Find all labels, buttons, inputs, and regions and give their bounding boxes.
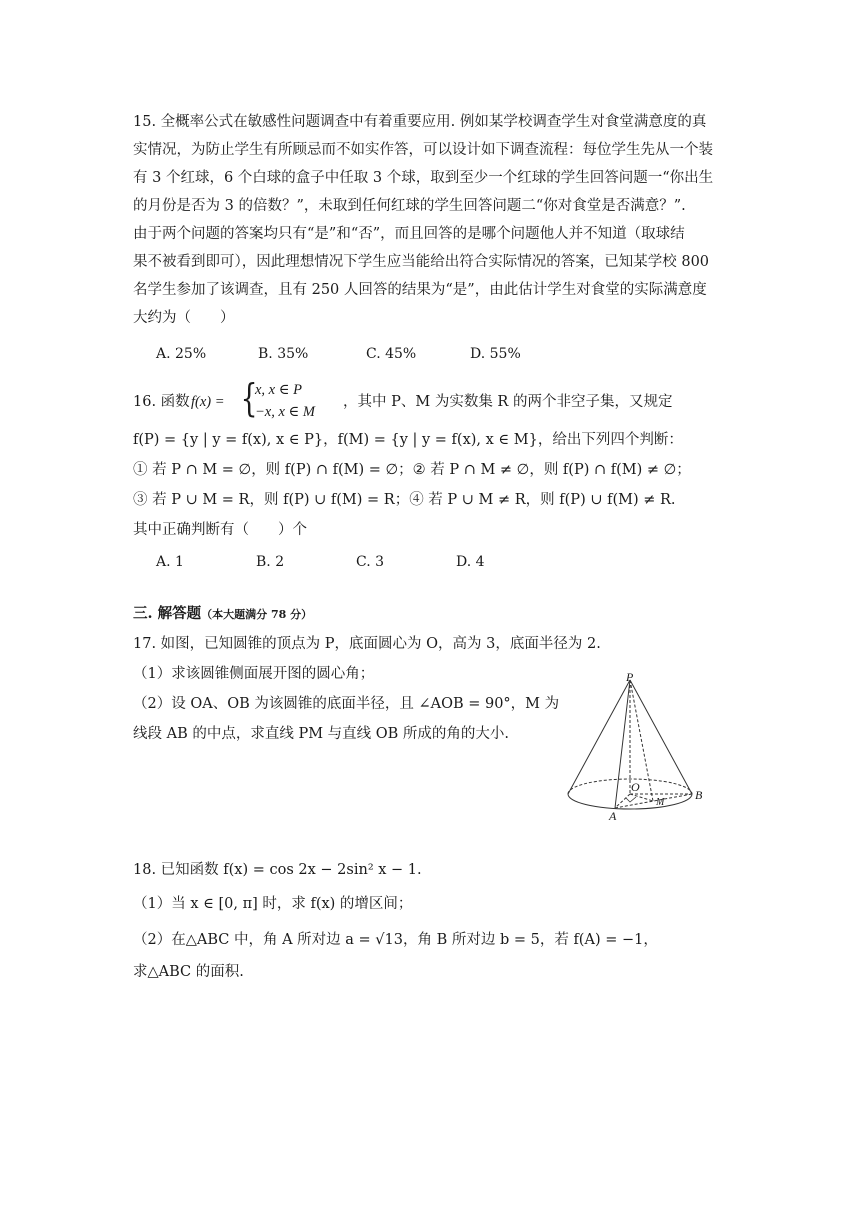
q16-option-b: B. 2 [256,554,285,570]
q15-line-6: 果不被看到即可），因此理想情况下学生应当能给出符合实际情况的答案，已知某学校 800 [133,254,710,270]
cone-figure [560,672,730,822]
q18-line-4: 求△ABC 的面积. [133,964,244,980]
segment-ab [615,794,692,808]
q16-option-d: D. 4 [456,554,485,570]
q18-line-1: 18. 已知函数 f(x) = cos 2x − 2sin² x − 1. [133,862,422,878]
q17-line-4: 线段 AB 的中点，求直线 PM 与直线 OB 所成的角的大小. [133,726,510,742]
q16-judgements-2: ③ 若 P ∪ M = R，则 f(P) ∪ f(M) = R；④ 若 P ∪ M ≠ R，则 f(P) ∪ f(M) ≠ R. [133,492,676,508]
cone-edge-right [630,680,692,794]
q15-option-d: D. 55% [470,346,521,362]
q15-line-4: 的月份是否为 3 的倍数？”，未取到任何红球的学生回答问题二“你对食堂是否满意？”. [133,198,686,214]
label-a: A [609,809,617,822]
q15-line-3: 有 3 个红球，6 个白球的盒子中任取 3 个球，取到至少一个红球的学生回答问题一“你出生 [133,170,714,186]
q16-option-a: A. 1 [156,554,184,570]
section-heading [133,604,312,625]
label-m: M [656,797,665,808]
right-angle-mark [626,797,636,802]
q16-intro: 16. 函数 [133,394,190,410]
q16-option-c: C. 3 [356,554,385,570]
cone-edge-left [568,680,630,794]
q15-line-1: 15. 全概率公式在敏感性问题调查中有着重要应用. 例如某学校调查学生对食堂满意度的真 [133,114,707,130]
q18-line-2: （1）当 x ∈ [0, π] 时，求 f(x) 的增区间； [133,896,413,912]
label-o: O [631,780,640,794]
q16-intro-rest: ，其中 P、M 为实数集 R 的两个非空子集，又规定 [343,394,673,410]
q15-line-7: 名学生参加了该调查，且有 250 人回答的结果为“是”，由此估计学生对食堂的实际满意度 [133,282,707,298]
segment-pa [615,680,630,808]
q15-option-c: C. 45% [366,346,417,362]
q17-line-3: （2）设 OA、OB 为该圆锥的底面半径，且 ∠AOB = 90°，M 为 [133,696,560,712]
q16-case-2: −x, x ∈ M [255,404,315,420]
q15-line-8: 大约为（ ） [133,310,235,326]
q15-option-a: A. 25% [156,346,207,362]
q16-case-1: x, x ∈ P [255,382,302,398]
q17-line-2: （1）求该圆锥侧面展开图的圆心角； [133,666,375,682]
segment-om [630,794,653,801]
q15-line-5: 由于两个问题的答案均只有“是”和“否”，而且回答的是哪个问题他人并不知道（取球结 [133,226,685,242]
q17-line-1: 17. 如图，已知圆锥的顶点为 P，底面圆心为 O，高为 3，底面半径为 2. [133,636,601,652]
q16-judgements-1: ① 若 P ∩ M = ∅，则 f(P) ∩ f(M) = ∅；② 若 P ∩ M ≠ ∅，则 f(P) ∩ f(M) ≠ ∅； [133,462,691,478]
section-title: 三. 解答题 [133,605,202,622]
q18-line-3: （2）在△ABC 中，角 A 所对边 a = √13，角 B 所对边 b = 5，若 f(A) = −1， [133,932,658,948]
q16-function-name: f(x) = [191,394,225,410]
q16-brace: { [240,376,258,420]
label-p: P [626,672,634,684]
q15-line-2: 实情况，为防止学生有所顾忌而不如实作答，可以设计如下调查流程：每位学生先从一个装 [133,142,713,158]
q16-definition: f(P) = {y | y = f(x), x ∈ P}，f(M) = {y | y = f(x), x ∈ M}，给出下列四个判断： [133,432,683,448]
section-note: （本大题满分 78 分） [201,608,313,621]
label-b: B [695,788,703,802]
q16-question: 其中正确判断有（ ）个 [133,522,307,538]
q15-option-b: B. 35% [258,346,309,362]
